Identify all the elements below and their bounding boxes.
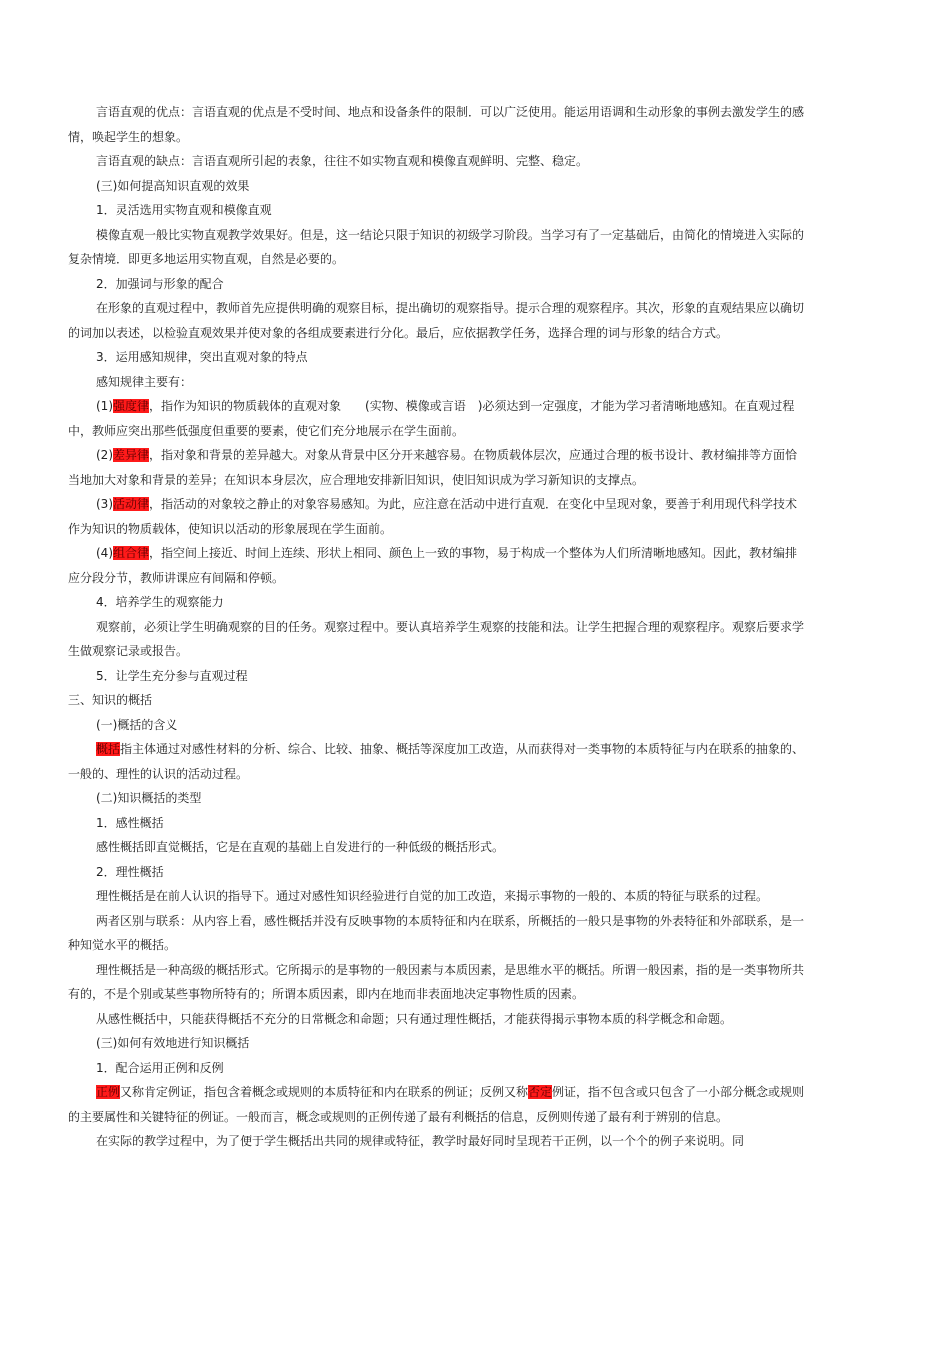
examples-paragraph	[68, 1080, 808, 1129]
definition-paragraph	[68, 737, 808, 786]
subsection-heading: 2．加强词与形象的配合	[96, 276, 224, 291]
law-text: ，指活动的对象较之静止的对象容易感知。为此，应注意在活动中进行直观．在变化中呈现对象，要善于利用现代科学技术作为知识的物质载体，使知识以活动的形象展现在学生面前。	[68, 497, 798, 536]
paragraph: 理性概括是在前人认识的指导下。通过对感性知识经验进行自觉的加工改造，来揭示事物的一般的、本质的特征与联系的过程。	[96, 889, 769, 903]
paragraph: 言语直观的优点：言语直观的优点是不受时间、地点和设备条件的限制．可以广泛使用。能运用语调和生动形象的事例去激发学生的感情，唤起学生的想象。	[68, 105, 805, 144]
definition-text: 指主体通过对感性材料的分析、综合、比较、抽象、概括等深度加工改造，从而获得对一类事物的本质特征与内在联系的抽象的、一般的、理性的认识的活动过程。	[68, 742, 805, 781]
highlighted-term: 强度律	[113, 399, 150, 413]
section-heading: (三)如何提高知识直观的效果	[96, 178, 250, 193]
section-heading: (一)概括的含义	[96, 717, 178, 732]
highlighted-term: 组合律	[113, 546, 150, 560]
subsection-heading: 2．理性概括	[96, 864, 164, 879]
document-page	[68, 100, 808, 1154]
law-number: (1)	[96, 399, 113, 413]
subsection-heading: 3．运用感知规律，突出直观对象的特点	[96, 350, 308, 364]
law-text: ，指作为知识的物质载体的直观对象 (实物、模像或言语 )必须达到一定强度，才能为学习者清晰地感知。在直观过程中，教师应突出那些低强度但重要的要素，使它们充分地展示在学生面前。	[68, 399, 795, 438]
highlighted-term: 正例	[96, 1085, 121, 1099]
highlighted-term: 差异律	[113, 448, 150, 462]
paragraph: 两者区别与联系：从内容上看，感性概括并没有反映事物的本质特征和内在联系，所概括的一般只是事物的外表特征和外部联系，是一种知觉水平的概括。	[68, 913, 805, 952]
paragraph: 观察前，必须让学生明确观察的目的任务。观察过程中。要认真培养学生观察的技能和法。让学生把握合理的观察程序。观察后要求学生做观察记录或报告。	[68, 619, 805, 658]
paragraph: 感知规律主要有：	[96, 374, 193, 389]
paragraph: 在形象的直观过程中，教师首先应提供明确的观察目标，提出确切的观察指导。提示合理的观察程序。其次，形象的直观结果应以确切的词加以表述，以检验直观效果并使对象的各组成要素进行分化。最后，应依据教学任务，选择合理的词与形象的结合方式。	[68, 301, 805, 340]
subsection-heading: 5．让学生充分参与直观过程	[96, 668, 248, 683]
law-item	[68, 443, 808, 492]
paragraph: 模像直观一般比实物直观教学效果好。但是，这一结论只限于知识的初级学习阶段。当学习有了一定基础后，由简化的情境进入实际的复杂情境．即更多地运用实物直观，自然是必要的。	[68, 227, 805, 266]
paragraph: 感性概括即直觉概括，它是在直观的基础上自发进行的一种低级的概括形式。	[96, 840, 505, 854]
subsection-heading: 1．感性概括	[96, 815, 164, 830]
section-heading: (三)如何有效地进行知识概括	[96, 1036, 250, 1050]
paragraph: 言语直观的缺点：言语直观所引起的表象，往往不如实物直观和模像直观鲜明、完整、稳定。	[96, 154, 589, 168]
law-number: (3)	[96, 497, 113, 511]
examples-text: 又称肯定例证，指包含着概念或规则的本质特征和内在联系的例证；反例又称	[120, 1085, 529, 1099]
paragraph: 在实际的教学过程中，为了便于学生概括出共同的规律或特征，教学时最好同时呈现若干正例，以一个个的例子来说明。同	[96, 1134, 745, 1148]
subsection-heading: 1．灵活选用实物直观和模像直观	[96, 203, 272, 217]
highlighted-term: 概括	[96, 742, 121, 756]
law-item	[68, 394, 808, 443]
chapter-heading: 三、知识的概括	[68, 693, 153, 707]
highlighted-term: 活动律	[113, 497, 150, 511]
highlighted-term: 否定	[528, 1085, 553, 1099]
subsection-heading: 4．培养学生的观察能力	[96, 595, 224, 609]
examples-text: 例证，指不包含或只包含了一小部分概念或规则的主要属性和关键特征的例证。一般而言，概念或规则的正例传递了最有利概括的信息，反例则传递了最有利于辨别的信息。	[68, 1085, 805, 1124]
law-item	[68, 492, 808, 541]
paragraph: 理性概括是一种高级的概括形式。它所揭示的是事物的一般因素与本质因素，是思维水平的概括。所谓一般因素，指的是一类事物所共有的，不是个别或某些事物所特有的；所谓本质因素，即内在地而非表面地决定事物性质的因素。	[68, 962, 805, 1001]
subsection-heading: 1．配合运用正例和反例	[96, 1060, 224, 1075]
law-text: ，指对象和背景的差异越大。对象从背景中区分开来越容易。在物质载体层次，应通过合理的板书设计、教材编排等方面恰当地加大对象和背景的差异；在知识本身层次，应合理地安排新旧知识，使旧知识成为学习新知识的支撑点。	[68, 448, 798, 487]
law-text: ，指空间上接近、时间上连续、形状上相同、颜色上一致的事物，易于构成一个整体为人们所清晰地感知。因此，教材编排应分段分节，教师讲课应有间隔和停顿。	[68, 546, 798, 585]
paragraph: 从感性概括中，只能获得概括不充分的日常概念和命题；只有通过理性概括，才能获得揭示事物本质的科学概念和命题。	[96, 1011, 733, 1026]
law-number: (2)	[96, 448, 113, 462]
section-heading: (二)知识概括的类型	[96, 791, 202, 805]
law-number: (4)	[96, 546, 113, 560]
law-item	[68, 541, 808, 590]
